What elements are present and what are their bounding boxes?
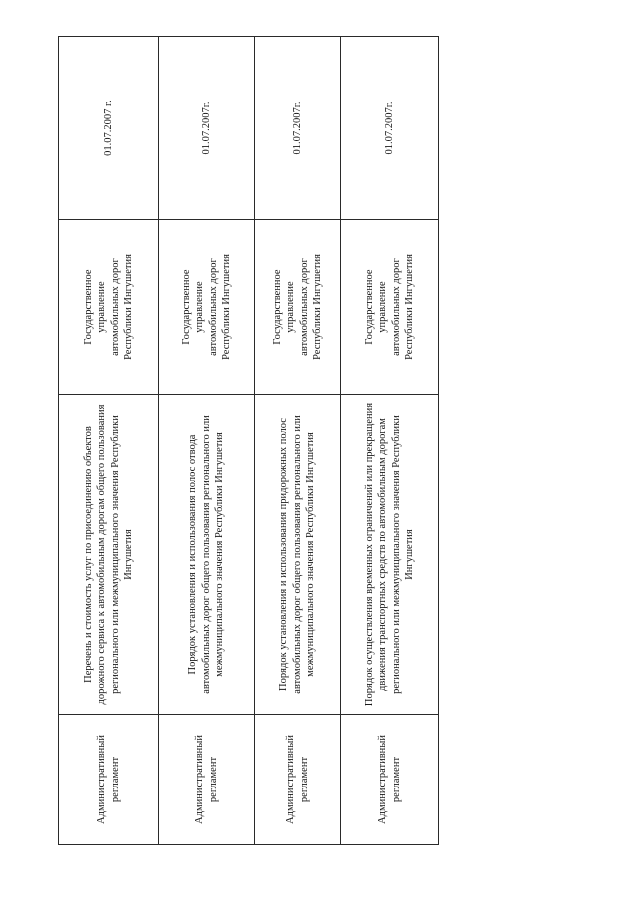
document-type-cell: Административный регламент [159,715,255,845]
responsible-organization-cell: Государственное управление автомобильных дорог Республики Ингушетия [159,220,255,395]
document-name-cell: Порядок установления и использования полос отвода автомобильных дорог общего пользования регионального или межмуниципального значения Республики Ингушетия [159,395,255,715]
document-type-cell: Административный регламент [59,715,159,845]
responsible-organization-cell: Государственное управление автомобильных дорог Республики Ингушетия [255,220,341,395]
effective-date-cell: 01.07.2007г. [341,37,439,220]
regulations-table [58,36,439,845]
responsible-organization-cell: Государственное управление автомобильных дорог Республики Ингушетия [341,220,439,395]
rotated-table-frame [58,37,415,845]
table-row [59,37,159,845]
table-row [159,37,255,845]
document-name-cell: Перечень и стоимость услуг по присоединению объектов дорожного сервиса к автомобильным дорогам общего пользования регионального или межмуниципального значения Республики Ингушетия [59,395,159,715]
document-type-cell: Административный регламент [341,715,439,845]
responsible-organization-cell: Государственное управление автомобильных дорог Республики Ингушетия [59,220,159,395]
document-name-cell: Порядок осуществления временных ограничений или прекращения движения транспортных средств по автомобильным дорогам регионального или межмуниципального значения Республики Ингушетия [341,395,439,715]
effective-date-cell: 01.07.2007 г. [59,37,159,220]
document-name-cell: Порядок установления и использования придорожных полос автомобильных дорог общего пользования регионального или межмуниципального значения Республики Ингушетия [255,395,341,715]
effective-date-cell: 01.07.2007г. [255,37,341,220]
table-row [255,37,341,845]
effective-date-cell: 01.07.2007г. [159,37,255,220]
document-type-cell: Административный регламент [255,715,341,845]
rotated-table-container [58,37,415,845]
table-row [341,37,439,845]
